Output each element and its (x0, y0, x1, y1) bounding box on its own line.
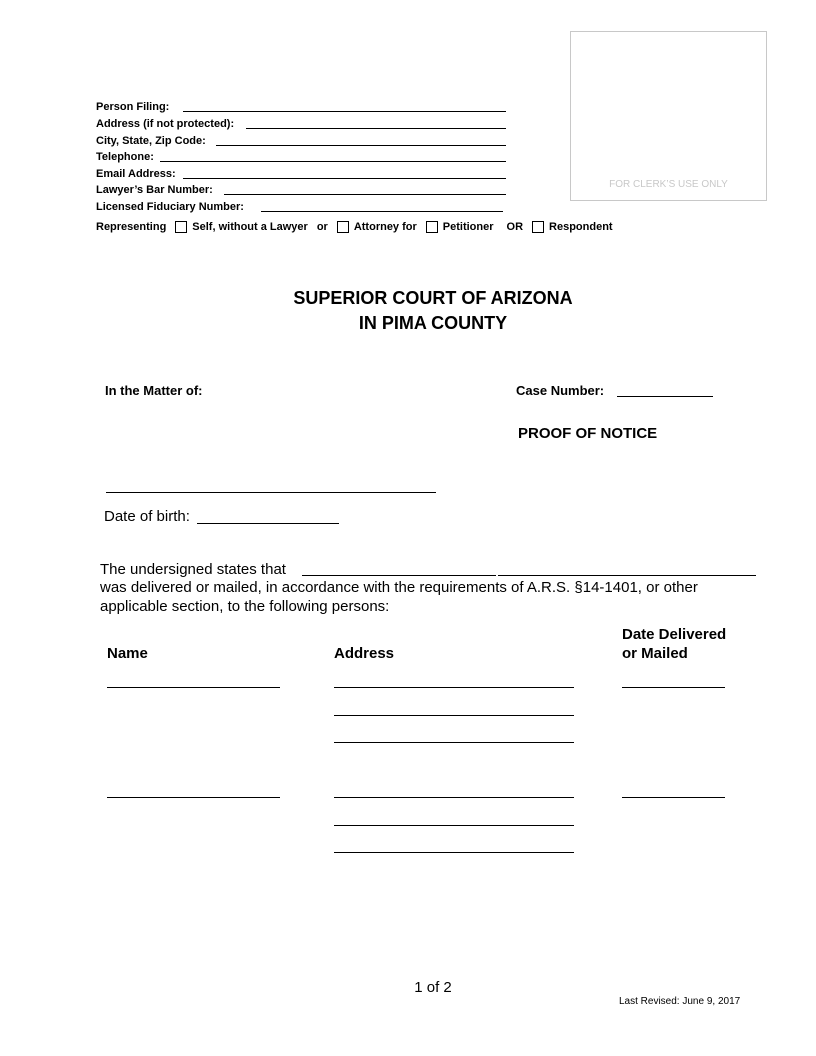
statement-line2: was delivered or mailed, in accordance with the requirements of A.R.S. §14-1401, or other (100, 579, 698, 596)
recipient-2-address-line2-field[interactable] (334, 825, 574, 826)
dob-label: Date of birth: (104, 508, 190, 525)
document-title: PROOF OF NOTICE (518, 425, 658, 442)
city-state-zip-label: City, State, Zip Code: (96, 135, 206, 147)
statement-line3: applicable section, to the following persons: (100, 598, 390, 615)
notice-document-field-1[interactable] (302, 575, 496, 576)
email-label: Email Address: (96, 168, 176, 180)
date-column-header-line1: Date Delivered (622, 626, 727, 643)
telephone-label: Telephone: (96, 151, 154, 163)
court-title (0, 286, 816, 336)
petitioner-checkbox[interactable] (426, 221, 438, 233)
page-number: 1 of 2 (414, 979, 452, 996)
name-column-header: Name (107, 645, 148, 662)
address-column-header: Address (334, 645, 395, 662)
matter-name-field[interactable] (106, 492, 436, 493)
respondent-option-label: Respondent (549, 221, 613, 233)
court-title-line1: SUPERIOR COURT OF ARIZONA (293, 288, 573, 308)
recipient-2-name-field[interactable] (107, 797, 280, 798)
clerk-use-box (570, 31, 767, 201)
or-text: or (316, 221, 328, 233)
fiduciary-number-label: Licensed Fiduciary Number: (96, 201, 244, 213)
recipient-1-address-line2-field[interactable] (334, 715, 574, 716)
notice-document-field-2[interactable] (498, 575, 756, 576)
bar-number-label: Lawyer’s Bar Number: (96, 184, 213, 196)
person-filing-label: Person Filing: (96, 101, 170, 113)
respondent-checkbox[interactable] (532, 221, 544, 233)
petitioner-option-label: Petitioner (442, 221, 494, 233)
recipient-2-address-line3-field[interactable] (334, 852, 574, 853)
court-title-line2: IN PIMA COUNTY (358, 313, 508, 333)
recipient-1-address-line1-field[interactable] (334, 687, 574, 688)
attorney-option-label: Attorney for (353, 221, 417, 233)
email-field[interactable] (183, 178, 506, 179)
statement-line1: The undersigned states that (100, 561, 286, 578)
recipient-2-date-field[interactable] (622, 797, 725, 798)
person-filing-field[interactable] (183, 111, 506, 112)
matter-label: In the Matter of: (105, 383, 203, 398)
recipient-1-date-field[interactable] (622, 687, 725, 688)
city-state-zip-field[interactable] (216, 145, 506, 146)
date-column-header-line2: or Mailed (622, 645, 688, 662)
case-number-label: Case Number: (516, 383, 605, 398)
address-label: Address (if not protected): (96, 118, 235, 130)
case-number-field[interactable] (617, 396, 713, 397)
recipient-2-address-line1-field[interactable] (334, 797, 574, 798)
clerk-use-label: FOR CLERK’S USE ONLY (609, 179, 728, 190)
representing-row (96, 221, 613, 233)
attorney-checkbox[interactable] (337, 221, 349, 233)
telephone-field[interactable] (160, 161, 506, 162)
or-text-2: OR (506, 221, 524, 233)
bar-number-field[interactable] (224, 194, 506, 195)
dob-field[interactable] (197, 523, 339, 524)
representing-label: Representing (96, 221, 167, 233)
fiduciary-number-field[interactable] (261, 211, 503, 212)
recipient-1-address-line3-field[interactable] (334, 742, 574, 743)
recipient-1-name-field[interactable] (107, 687, 280, 688)
last-revised: Last Revised: June 9, 2017 (619, 996, 741, 1007)
self-option-label: Self, without a Lawyer (192, 221, 308, 233)
address-field[interactable] (246, 128, 506, 129)
self-checkbox[interactable] (175, 221, 187, 233)
